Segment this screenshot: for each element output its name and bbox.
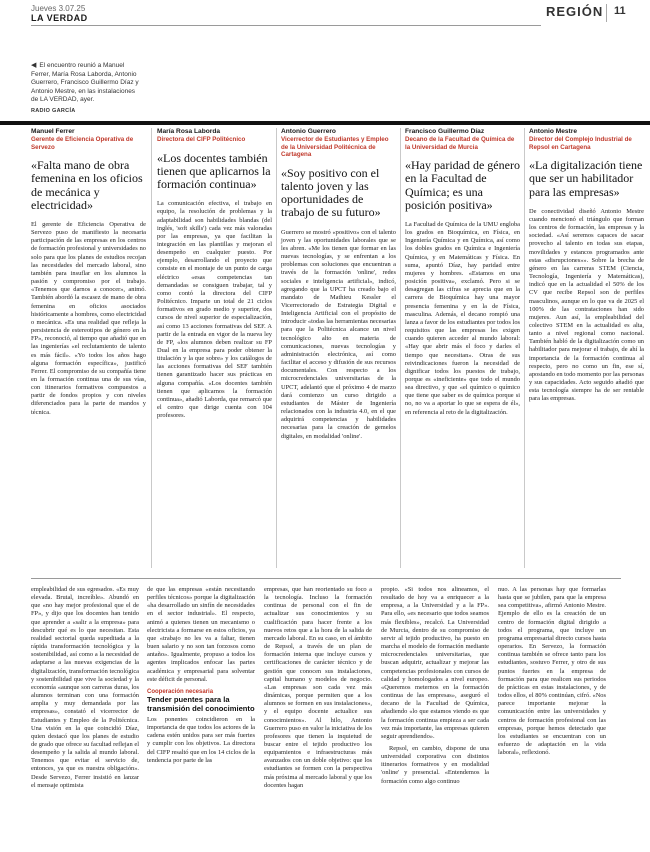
profile-body: La Facultad de Química de la UMU engloba los grados en Bioquímica, en Física, en Ingeniería Química y en Química, así como los dobles grados en Química e Ingeniería Química, y en Matemáticas y Física. En suma, apuntó Díaz, hay paridad entre mujeres y hombres. «Estamos en una posición positiva», exclamó. Pero si se desagregan las cifras se aprecia que en la carrera de Bioquímica hay una mayor presencia femenina y en la de Física, masculina. Además, el decano rompió una lanza a favor de los estudiantes por todos los requisitos que las empresas les exigen cuando quieren acceder al mundo laboral: «Hay que abrir más el foco y darles el tiempo que necesitan». Otras de sus reivindicaciones fueron la necesidad de dignificar todos los puestos de trabajo, porque es «ineficiente» que todo el mundo sea directivo, y que «el químico o químico que tiene que saber es de química porque si no, no va a aportar lo que se espera de él», en referencia al reto de la digitalización. [405, 221, 520, 416]
column-divider [151, 128, 152, 568]
pull-quote: «Soy positivo con el talento joven y las oportunidades de trabajo de su futuro» [281, 165, 381, 220]
article-text: nuo. A las personas hay que formarlas hasta que se jubilen, para que la empresa sea competitiva», afirmó Antonio Mestre. Ejemplo de ello es la creación de un centro de formación digital dirigido a todos el programa, que incluye un programa empresarial directo cursos hasta operarios. En Servezo, la formación continua también se ofrece tanto para los estudiantes, sostuvo Ferrer, y otro de sus puntos fuertes en la empresa de formación para que realicen sus periodos de prácticas en estas instalaciones, y de todos ellos, el 80% continúan, cifró. «Nos parece importante mejorar la comunicación entre las universidades y centros de formación profesional con las empresas, porque hemos detectado que los estudiantes se encuentran con un esfuerzo de adaptación en la vida laboral», reflexionó. [498, 586, 606, 757]
profile-body: La comunicación efectiva, el trabajo en equipo, la resolución de problemas y la adaptabilidad son habilidades blandas (del inglés, 'soft skills') cada vez más valoradas por las empresas, ya que facilitan la integración en las plantillas y mejoran el desempeño en cualquier puesto. Por ejemplo, desarrollando el proyecto que consiste en el montaje de un punto de carga eléctrico «esas competencias tan demandadas se consiguen trabajar, tal y como contó la directora del CIFP Politécnico. Imparte un total de 21 ciclos formativos en grado medio y superior, dos cursos de nivel superior de especialización, así como 13 acciones formativas del SEF. A partir de la entrada en vigor de la nueva ley de FP, «los alumnos deben realizar su FP Dual en la empresa para poder obtener la titulación y la que sobre» y los catálogos de las acciones formativas del SEF también tienen garantizado hacer sus prácticas en alguna compañía. «Los docentes también tienen que aplicarnos la formación continua», añadió Laborda, que remarcó que el centro que dirige cuenta con 104 profesores. [157, 200, 272, 420]
photo-caption [31, 62, 141, 116]
speaker-role: Gerente de Eficiencia Operativa de Servezo [31, 136, 134, 151]
speaker-name: Francisco Guillermo Díaz [405, 128, 485, 135]
article-column-3 [264, 586, 372, 846]
profile-body: De conectividad diseñó Antonio Mestre cuando mencionó el triángulo que forman los centros de formación, las empresas y la sociedad. «Así seremos capaces de sacar provecho al talento en todas sus etapas, movilidades y estancos programados ante estas «disrupciones»». Sobre la brecha de género en las carreras STEM (Ciencia, Tecnología, Ingeniería y Matemáticas), indicó que en la actualidad el 50% de los CV que recibe Repsol son de perfiles masculinos, aunque en lo que va de 2025 el 100% de las contrataciones han sido mujeres. Aun así, la empleabilidad del colectivo STEM en la actualidad es alta, tanto a nivel regional como nacional. También habló de la digitalización como un habilitador para mejorar el trabajo, de ahí la importancia de la formación continua al respecto, pero no como un fin, ese sí, apostando en todo momento por las personas y sus capacidades. Acto seguido añadió que esta tecnología siempre ha de ser rentable para las empresas. [529, 207, 645, 403]
article-column-2 [147, 586, 255, 846]
section-name: REGIÓN [546, 4, 604, 19]
page-header [0, 0, 650, 52]
speaker-role: Directora del CIFP Politécnico [157, 136, 246, 143]
column-divider [524, 128, 525, 568]
section-rule [0, 121, 650, 125]
article-subhead: Tender puentes para la transmisión del conocimiento [147, 694, 255, 713]
speaker-name: María Rosa Laborda [157, 128, 221, 135]
article-column-1 [31, 586, 139, 846]
issue-date: Jueves 3.07.25 [31, 4, 86, 13]
column-divider [276, 128, 277, 568]
speaker-role: Vicerrector de Estudiantes y Empleo de la Universidad Politécnica de Cartagena [281, 136, 389, 159]
article-text: empleabilidad de sus egresados. «Es muy elevada. Brutal, increíble». Abundó en que «no hay mejor profesional que el de FP», y dijo que los docentes han tenido que aprender a «salir a la empresa» para descubrir qué es lo que necesitan. Esta realidad sectorial queda supeditada a la rápida transformación tecnológica y la sostenibilidad, así como a la necesidad de adaptarse a las nuevas exigencias de la digitalización, transformación tecnológica y sostenibilidad que vive la sociedad y la economía «aunque son carreras duras, los alumnos terminan con una formación amplia y muy demandada por las empresas», constató el vicerrector de Estudiantes y Empleo de la Politécnica. Una visión en la que coincidió Díaz, quien destacó que los planes de estudio de grado que ofrece su facultad reflejan el desempeño y la salida al mundo laboral. Tenemos que evitar el servicio de, entonces, ya que es nuestra obligación». Desde Servezo, Ferrer insistió en lanzar el mensaje optimista [31, 586, 139, 789]
profile-body: El gerente de Eficiencia Operativa de Servezo puso de manifiesto la necesaria participación de las empresas en los centros de formación profesional y universidades no solo para que los planes de estudios recojan las necesidades del mercado laboral, sino también para insuflar en los alumnos la pasión y compromiso por el trabajo. «Tenemos que darnos a conocer», animó. También abordó la escasez de mano de obra femenina en oficios asociados históricamente a hombres, como electricidad o mecánica. «Es una realidad que refleja la persistencia de estereotipos de género en la FP», reconoció, al tiempo que añadió que en las ingenierías «el reclutamiento de talento es más fácil». «Yo todos los años hago alguna formación específica», justificó Ferrer. El compromiso de su compañía tiene en la formación continua una de sus vías, con itinerarios formativos compuestos a partir de fondos propios y con niveles diferenciados para la parte de mandos y técnica. [31, 221, 146, 416]
caption-arrow-icon: ◀ [31, 62, 37, 69]
profile-manuel-ferrer [31, 128, 146, 578]
speaker-name: Antonio Guerrero [281, 128, 336, 135]
article-column-5 [498, 586, 606, 846]
subhead-kicker: Cooperación necesaria [147, 688, 214, 695]
article-text: propio. «Si todos nos alineamos, el resultado de hoy va a enriquecer a la empresa, a la Universidad y a la FP». Para ello, «es necesario que todos seamos más flexibles», recalcó. La Universidad de Murcia, dentro de su compromiso de servir al tejido productivo, ha puesto en marcha el modelo de formación mediante microcredenciales universitarias, que buscan adquirir, actualizar y mejorar las competencias profesionales con cursos de calidad y homologados a nivel europeo. «Queremos meternos en la formación continua de las empresas», aseguró el decano de la Facultad de Química, añadiendo «lo que estamos viendo es que la formación continua empieza a ser cada vez más importante, las empresas quieren seguir aprendiendo». [381, 586, 489, 740]
column-divider [400, 128, 401, 568]
profile-maria-rosa-laborda [157, 128, 272, 578]
speaker-name: Manuel Ferrer [31, 128, 75, 135]
profile-francisco-guillermo-diaz [405, 128, 520, 578]
header-rule [31, 25, 541, 26]
article-text: de que las empresas «están necesitando perfiles técnicos» porque la digitalización «ha desarrollado un sinfín de necesidades en el sector industrial». El respecto, animó a quienes tienen un mecanismo o electricista a formarse en estos oficios, ya que «trabajo no les va a faltar, tienen buen salario y no son tan forzosos como antaño». Igualmente, propuso a todos los agentes implicados enfocar las partes académica y empresarial para solventar este déficit de personal. [147, 586, 255, 683]
mid-rule [31, 578, 621, 579]
speaker-name: Antonio Mestre [529, 128, 577, 135]
pull-quote: «Hay paridad de género en la Facultad de Química; es una posición positiva» [405, 158, 520, 212]
pull-quote: «Los docentes también tienen que aplicarnos la formación continua» [157, 150, 271, 191]
page-number: 11 [614, 5, 626, 17]
profile-body: Guerrero se mostró «positivo» con el talento joven y las oportunidades laborales que se les abren. «Me los tienen que formar en las nuevas tecnologías, y se enfrentan a los problemas con soluciones que encuentran a través de la formación 'online', redes sociales e inteligencia artificial», indicó, agregando que la UPCT ha creado bajo el mandato de Mathieu Kessler el Vicerrectorado de Estrategia Digital e Inteligencia Artificial con el propósito de introducir «todas las herramientas necesarias para que la Politécnica alcance un nivel tecnológico alto en materia de comunicaciones, nuevas tecnologías y administración electrónica, así como facilitar el acceso y difusión de sus recursos documentales. Con respecto a los microcredenciales universitarias de la UPCT, adelantó que el próximo 4 de marzo dará comienzo un curso dirigido a estudiantes de Máster de Ingeniería relacionados con la industria 4.0, en el que adquirirá competencias y habilidades necesarias para la creación de gemelos digitales, en modalidad 'online'. [281, 228, 396, 440]
profile-antonio-mestre [529, 128, 644, 578]
article-text: empresas, que han reorientado su foco a la tecnología. Incluso la formación continua de personal con el fin de actualizar sus conocimientos y su cualificación para hacer frente a los nuevos retos que a la hora de la salida de mercado laboral. En su caso, en el ámbito de Repsol, a través de un plan de formación interna que incluye cursos y certificaciones de carácter técnico y de gestión que conocen sus instalaciones, capital humano y modelos de negocio. «Las empresas son cada vez más dinámicas, porque permiten que a los alumnos se formen en sus instalaciones», y el equipo docente actualice sus conocimientos». Al hilo, Antonio Guerrero puso en valor la iniciativa de los profesores que tienen la inquietud de buscar entre el tejido productivo los equipamientos e infraestructuras más avanzados con un doble objetivo: que los estudiantes se formen con la perspectiva más próxima al mercado laboral y que los docentes hagan [264, 586, 372, 789]
speaker-role: Director del Complejo Industrial de Repsol en Cartagena [529, 136, 632, 151]
newspaper-name: LA VERDAD [31, 13, 88, 23]
article-text: Repsol, en cambio, dispone de una universidad corporativa con distintos itinerarios formativos y en modalidad 'online' y presencial. «Entendemos la formación como algo continuo [381, 744, 489, 785]
article-text: Los ponentes coincidieron en la importancia de que todos los actores de la cadena estén unidos para ser más fuertes y cumplir con los objetivos. La directora del CIFP resaltó que en los 14 ciclos de la tendencia por parte de las [147, 715, 255, 764]
pull-quote: «Falta mano de obra femenina en los oficios de mecánica y electricidad» [31, 158, 143, 212]
pull-quote: «La digitalización tiene que ser un habilitador para las empresas» [529, 158, 643, 199]
profile-antonio-guerrero [281, 128, 396, 578]
photo-credit: RADIO GARCÍA [31, 107, 76, 114]
header-divider [606, 4, 607, 22]
speaker-role: Decano de la Facultad de Química de la Universidad de Murcia [405, 136, 515, 151]
article-column-4 [381, 586, 489, 846]
caption-text: El encuentro reunió a Manuel Ferrer, María Rosa Laborda, Antonio Guerrero, Francisco Guillermo Díaz y Antonio Mestre, en las instalaciones de LA VERDAD, ayer. [31, 62, 139, 104]
